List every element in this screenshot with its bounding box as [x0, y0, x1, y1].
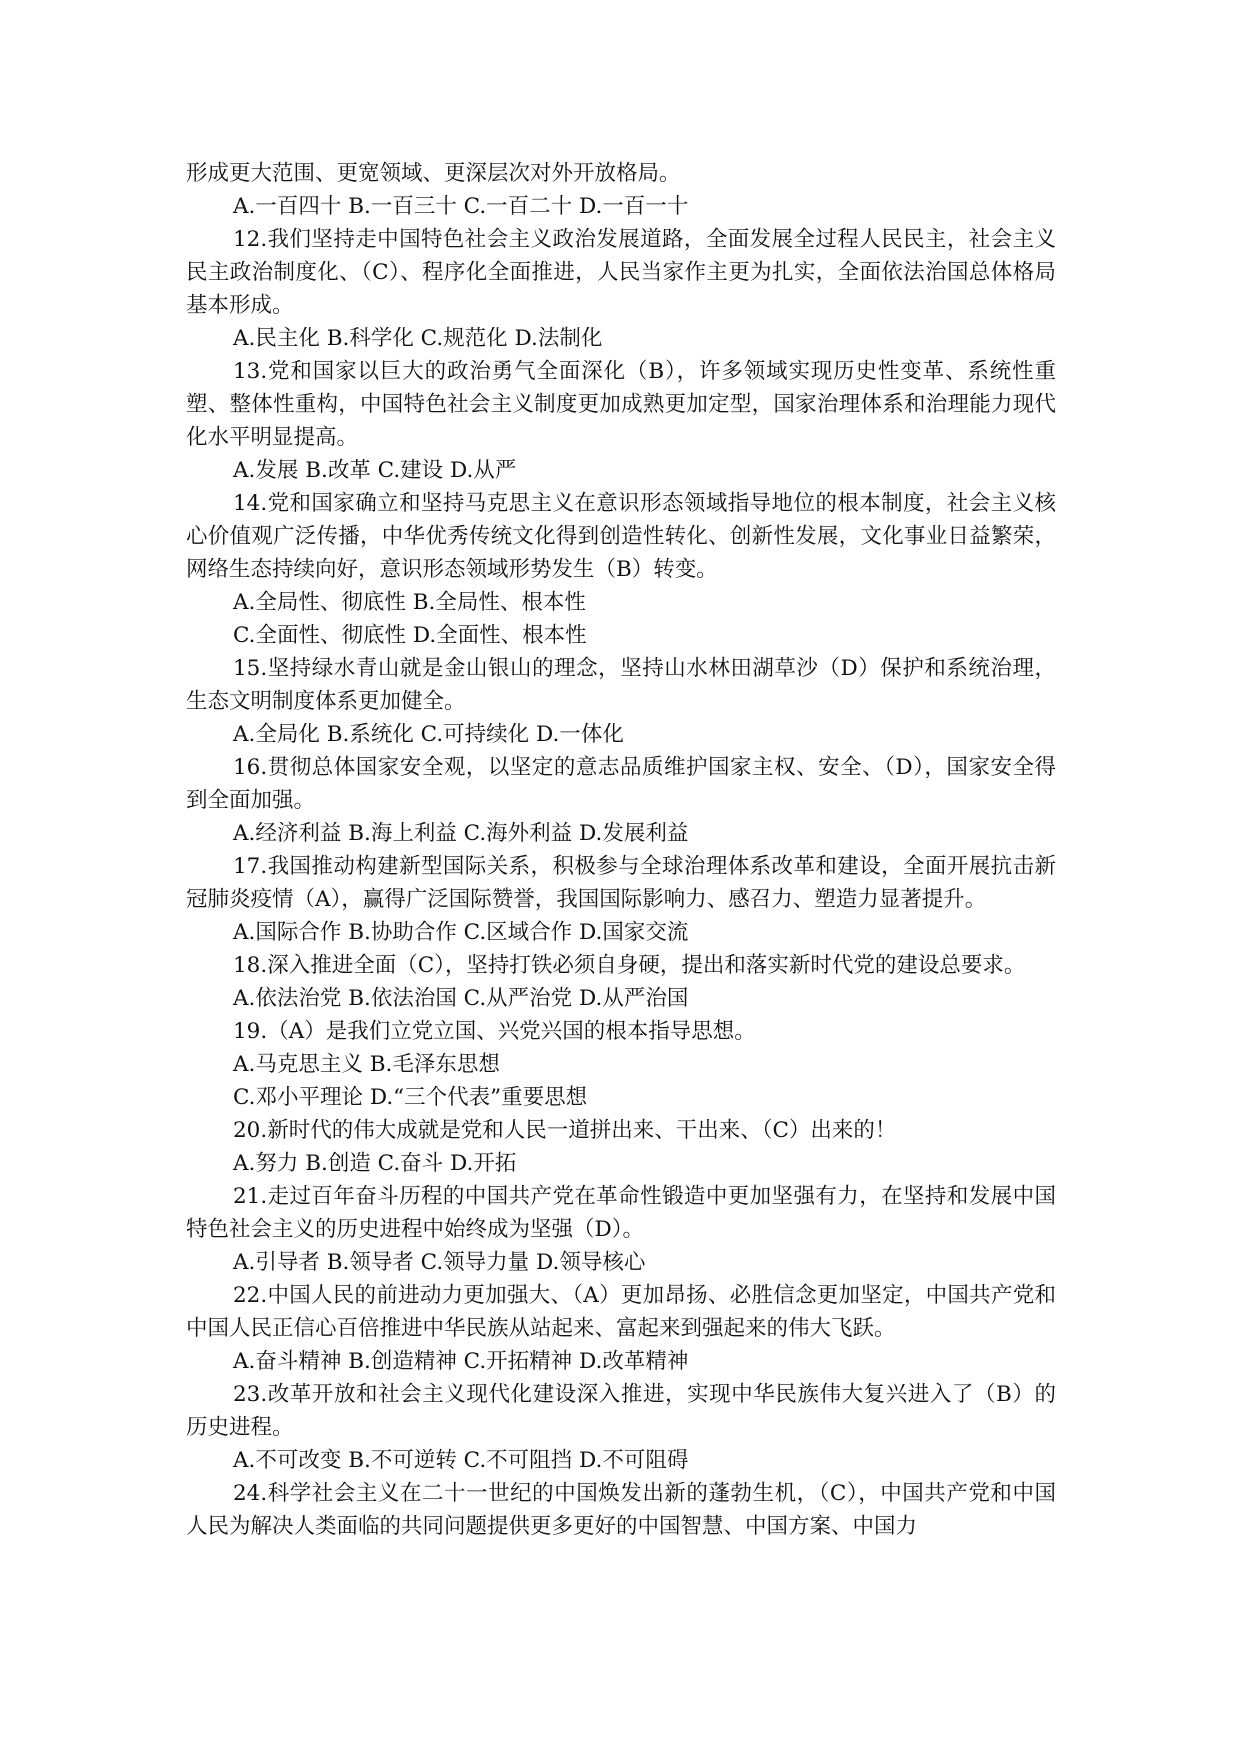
paragraph-text	[186, 157, 1056, 190]
question-text	[186, 1180, 1056, 1246]
paragraph-line: C.邓小平理论 D.“三个代表”重要思想	[233, 1085, 588, 1110]
paragraph-line: A.努力 B.创造 C.奋斗 D.开拓	[233, 1151, 517, 1176]
paragraph-line: 22.中国人民的前进动力更加强大、（A）更加昂扬、必胜信念更加坚定，中国共产党和中国人民正信心百倍推进中华民族从站起来、富起来到强起来的伟大飞跃。	[186, 1283, 1056, 1341]
answer-options	[186, 1081, 1056, 1114]
question-text	[186, 355, 1056, 454]
document-page	[186, 157, 1056, 1543]
paragraph-line: 13.党和国家以巨大的政治勇气全面深化（B），许多领域实现历史性变革、系统性重塑、整体性重构，中国特色社会主义制度更加成熟更加定型，国家治理体系和治理能力现代化水平明显提高。	[186, 359, 1056, 450]
answer-options	[186, 586, 1056, 619]
paragraph-line: A.一百四十 B.一百三十 C.一百二十 D.一百一十	[233, 194, 689, 219]
answer-options	[186, 1048, 1056, 1081]
paragraph-line: 15.坚持绿水青山就是金山银山的理念，坚持山水林田湖草沙（D）保护和系统治理，生态文明制度体系更加健全。	[186, 656, 1056, 714]
answer-options	[186, 916, 1056, 949]
answer-options	[186, 817, 1056, 850]
paragraph-line: 23.改革开放和社会主义现代化建设深入推进，实现中华民族伟大复兴进入了（B）的历史进程。	[186, 1382, 1056, 1440]
question-text	[186, 652, 1056, 718]
paragraph-line: C.全面性、彻底性 D.全面性、根本性	[233, 623, 587, 648]
answer-options	[186, 1345, 1056, 1378]
answer-options	[186, 454, 1056, 487]
paragraph-line: A.引导者 B.领导者 C.领导力量 D.领导核心	[233, 1250, 646, 1275]
answer-options	[186, 619, 1056, 652]
paragraph-line: 形成更大范围、更宽领域、更深层次对外开放格局。	[186, 161, 681, 186]
answer-options	[186, 1147, 1056, 1180]
paragraph-line: 16.贯彻总体国家安全观，以坚定的意志品质维护国家主权、安全、（D），国家安全得到全面加强。	[186, 755, 1056, 813]
paragraph-line: A.民主化 B.科学化 C.规范化 D.法制化	[233, 326, 603, 351]
question-text	[186, 1114, 1056, 1147]
answer-options	[186, 718, 1056, 751]
question-text	[186, 1279, 1056, 1345]
question-text	[186, 1477, 1056, 1543]
paragraph-line: A.马克思主义 B.毛泽东思想	[233, 1052, 500, 1077]
paragraph-line: 14.党和国家确立和坚持马克思主义在意识形态领域指导地位的根本制度，社会主义核心价值观广泛传播，中华优秀传统文化得到创造性转化、创新性发展，文化事业日益繁荣，网络生态持续向好，意识形态领域形势发生（B）转变。	[186, 491, 1056, 582]
paragraph-line: 17.我国推动构建新型国际关系，积极参与全球治理体系改革和建设，全面开展抗击新冠肺炎疫情（A），赢得广泛国际赞誉，我国国际影响力、感召力、塑造力显著提升。	[186, 854, 1056, 912]
paragraph-line: A.全局性、彻底性 B.全局性、根本性	[233, 590, 586, 615]
question-text	[186, 1015, 1056, 1048]
paragraph-line: 19.（A）是我们立党立国、兴党兴国的根本指导思想。	[233, 1019, 756, 1044]
question-text	[186, 223, 1056, 322]
paragraph-line: 12.我们坚持走中国特色社会主义政治发展道路，全面发展全过程人民民主，社会主义民主政治制度化、（C）、程序化全面推进，人民当家作主更为扎实，全面依法治国总体格局基本形成。	[186, 227, 1056, 318]
paragraph-line: 18.深入推进全面（C），坚持打铁必须自身硬，提出和落实新时代党的建设总要求。	[233, 953, 1026, 978]
paragraph-line: A.国际合作 B.协助合作 C.区域合作 D.国家交流	[233, 920, 689, 945]
paragraph-line: A.经济利益 B.海上利益 C.海外利益 D.发展利益	[233, 821, 689, 846]
paragraph-line: A.全局化 B.系统化 C.可持续化 D.一体化	[233, 722, 624, 747]
answer-options	[186, 322, 1056, 355]
paragraph-line: A.奋斗精神 B.创造精神 C.开拓精神 D.改革精神	[233, 1349, 689, 1374]
question-text	[186, 850, 1056, 916]
answer-options	[186, 1444, 1056, 1477]
question-text	[186, 751, 1056, 817]
paragraph-line: A.发展 B.改革 C.建设 D.从严	[233, 458, 517, 483]
answer-options	[186, 1246, 1056, 1279]
paragraph-line: 21.走过百年奋斗历程的中国共产党在革命性锻造中更加坚强有力，在坚持和发展中国特色社会主义的历史进程中始终成为坚强（D）。	[186, 1184, 1056, 1242]
question-text	[186, 1378, 1056, 1444]
question-text	[186, 949, 1056, 982]
question-text	[186, 487, 1056, 586]
paragraph-line: A.不可改变 B.不可逆转 C.不可阻挡 D.不可阻碍	[233, 1448, 689, 1473]
answer-options	[186, 190, 1056, 223]
paragraph-line: 20.新时代的伟大成就是党和人民一道拼出来、干出来、（C）出来的！	[233, 1118, 897, 1143]
answer-options	[186, 982, 1056, 1015]
paragraph-line: 24.科学社会主义在二十一世纪的中国焕发出新的蓬勃生机，（C），中国共产党和中国人民为解决人类面临的共同问题提供更多更好的中国智慧、中国方案、中国力	[186, 1481, 1056, 1539]
paragraph-line: A.依法治党 B.依法治国 C.从严治党 D.从严治国	[233, 986, 689, 1011]
